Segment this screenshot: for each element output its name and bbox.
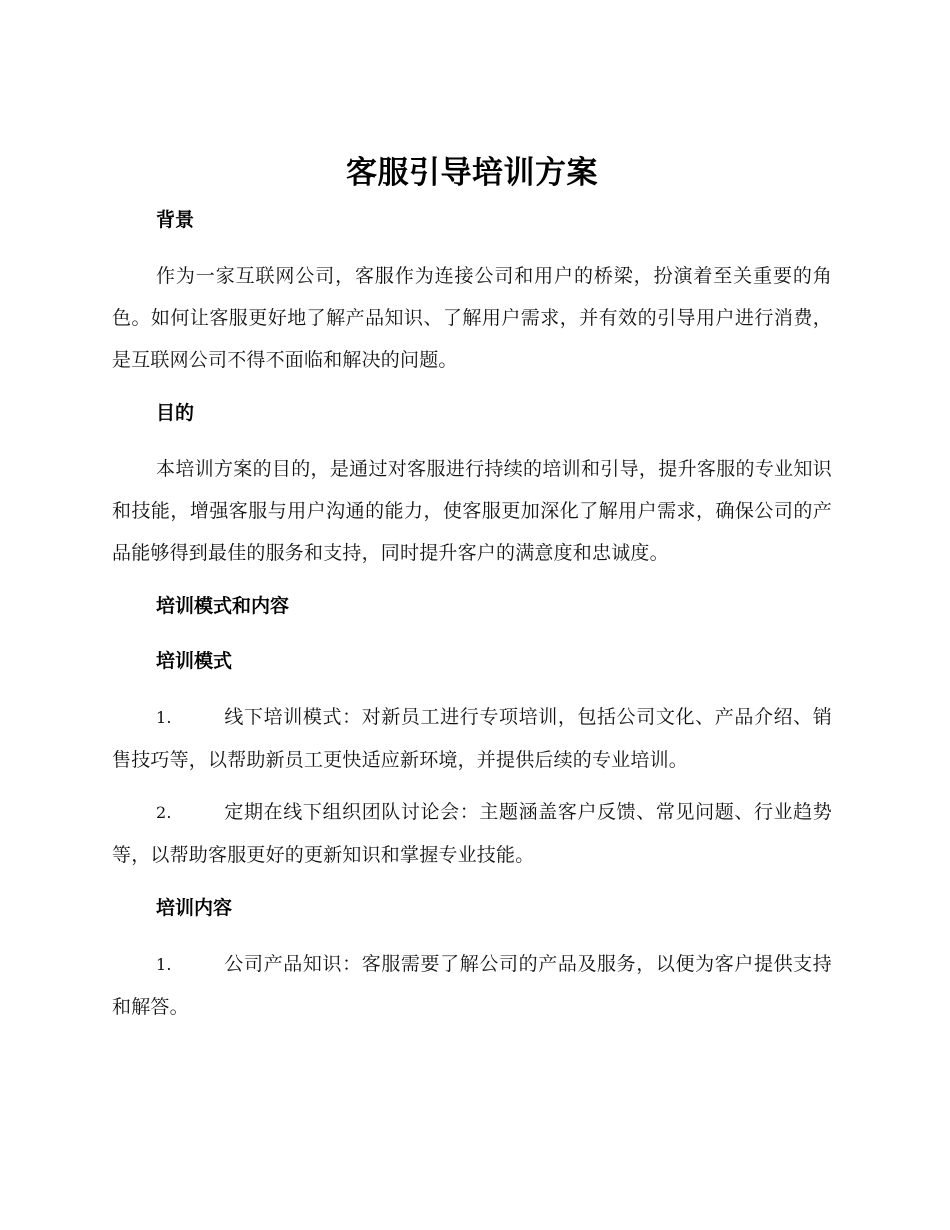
spacer xyxy=(112,574,832,584)
list-item xyxy=(112,791,832,876)
section-heading-training: 培训模式和内容 xyxy=(156,595,290,617)
list-item-number: 2. xyxy=(156,803,172,822)
list-item-text: 线下培训模式：对新员工进行专项培训，包括公司文化、产品介绍、销售技巧等，以帮助新员工更快适应新环境，并提供后续的专业培训。 xyxy=(112,706,832,771)
spacer xyxy=(112,876,832,886)
document-title: 客服引导培训方案 xyxy=(346,155,598,191)
spacer xyxy=(112,781,832,791)
background-paragraph: 作为一家互联网公司，客服作为连接公司和用户的桥梁，扮演着至关重要的角色。如何让客服更好地了解产品知识、了解用户需求，并有效的引导用户进行消费，是互联网公司不得不面临和解决的问题。 xyxy=(112,265,832,371)
section-heading-purpose: 目的 xyxy=(156,402,195,424)
subsection-heading-training-content: 培训内容 xyxy=(156,897,233,919)
list-item-text: 公司产品知识：客服需要了解公司的产品及服务，以便为客户提供支持和解答。 xyxy=(112,953,832,1018)
subsection-heading-training-mode: 培训模式 xyxy=(156,650,233,672)
list-item-number: 1. xyxy=(156,955,172,974)
spacer xyxy=(112,436,832,448)
list-item xyxy=(112,696,832,781)
document-body xyxy=(112,148,832,1028)
spacer xyxy=(112,931,832,943)
spacer xyxy=(112,629,832,639)
list-item-number: 1. xyxy=(156,708,172,727)
section-heading-background: 背景 xyxy=(156,209,195,231)
spacer xyxy=(112,381,832,391)
purpose-paragraph: 本培训方案的目的，是通过对客服进行持续的培训和引导，提升客服的专业知识和技能，增强客服与用户沟通的能力，使客服更加深化了解用户需求，确保公司的产品能够得到最佳的服务和支持，同时提升客户的满意度和忠诚度。 xyxy=(112,458,832,564)
spacer xyxy=(112,684,832,696)
spacer xyxy=(112,243,832,255)
list-item xyxy=(112,943,832,1028)
list-item-text: 定期在线下组织团队讨论会：主题涵盖客户反馈、常见问题、行业趋势等，以帮助客服更好的更新知识和掌握专业技能。 xyxy=(112,801,832,866)
